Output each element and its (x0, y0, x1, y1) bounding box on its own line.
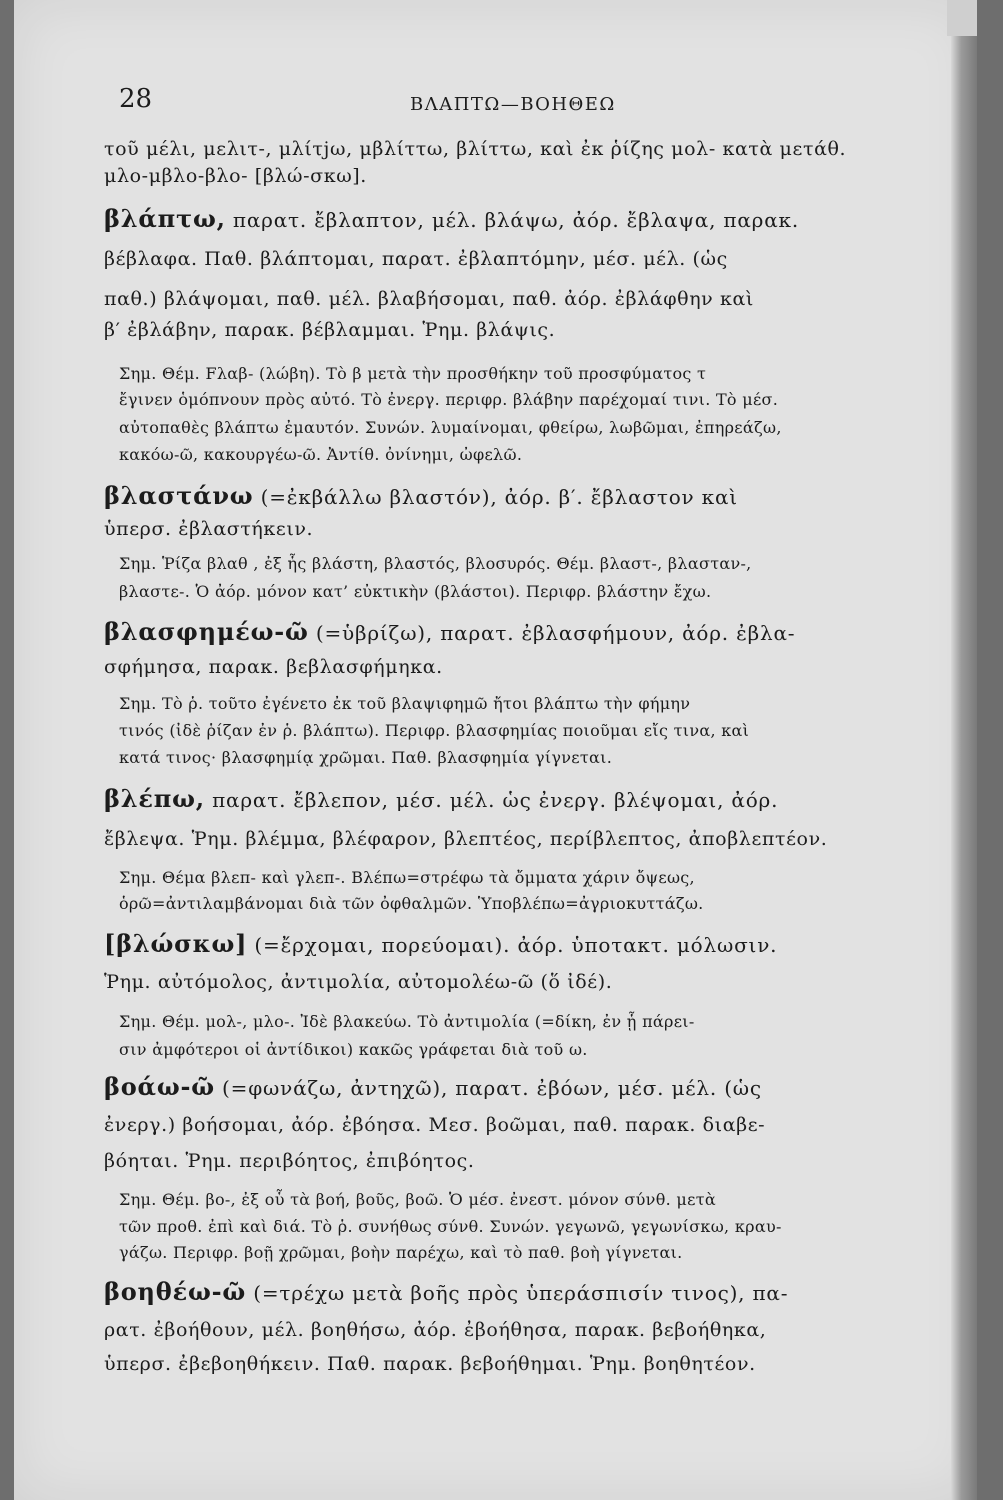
entry-text: (=ἐκβάλλω βλαστόν), ἀόρ. β′. ἔβλαστον καὶ (253, 485, 738, 509)
entry-headword: βλασφημέω-ῶ (104, 618, 309, 646)
entry-text: παρατ. ἔβλαπτον, μέλ. βλάψω, ἀόρ. ἔβλαψα, παρακ. (225, 208, 799, 232)
entry-text: παρατ. ἔβλεπον, μέσ. μέλ. ὡς ἐνεργ. βλέψομαι, ἀόρ. (204, 788, 779, 812)
body-line: μλο-μβλο-βλο- [βλώ-σκω]. (104, 165, 367, 187)
body-line: ἐνεργ.) βοήσομαι, ἀόρ. ἐβόησα. Μεσ. βοῶμαι, παθ. παρακ. διαβε- (104, 1114, 766, 1136)
body-line: ὑπερσ. ἐβεβοηθήκειν. Παθ. παρακ. βεβοήθημαι. Ῥημ. βοηθητέον. (104, 1353, 756, 1375)
note-line: κατά τινος· βλασφημίᾳ χρῶμαι. Παθ. βλασφημία γίγνεται. (119, 748, 613, 767)
entry-line (104, 482, 894, 511)
note-line: βλαστε-. Ὁ ἀόρ. μόνον κατ’ εὐκτικὴν (βλάστοι). Περιφρ. βλάστην ἔχω. (119, 582, 712, 601)
note-line: ἔγινεν ὁμόπνουν πρὸς αὐτό. Τὸ ἐνεργ. περιφρ. βλάβην παρέχομαί τινι. Τὸ μέσ. (119, 390, 779, 409)
entry-headword: βλαστάνω (104, 482, 254, 510)
page-edge-shadow (951, 0, 977, 1500)
note-line: κακόω-ῶ, κακουργέω-ῶ. Ἀντίθ. ὀνίνημι, ὠφελῶ. (119, 445, 523, 464)
page-corner (947, 0, 977, 36)
entry-text: (=ἔρχομαι, πορεύομαι). ἀόρ. ὑποτακτ. μόλωσιν. (247, 933, 778, 957)
body-line: παθ.) βλάψομαι, παθ. μέλ. βλαβήσομαι, παθ. ἀόρ. ἐβλάφθην καὶ (104, 288, 754, 310)
entry-line (104, 1073, 894, 1102)
body-line: ἔβλεψα. Ῥημ. βλέμμα, βλέφαρον, βλεπτέος, περίβλεπτος, ἀποβλεπτέον. (104, 828, 828, 850)
note-line: αὐτοπαθὲς βλάπτω ἐμαυτόν. Συνών. λυμαίνομαι, φθείρω, λωβῶμαι, ἐπηρεάζω, (119, 418, 782, 437)
note-line: Σημ. Θέμ. Fλαβ- (λώβη). Τὸ β μετὰ τὴν προσθήκην τοῦ προσφύματος τ (119, 364, 707, 383)
note-line: Σημ. Τὸ ῥ. τοῦτο ἐγένετο ἐκ τοῦ βλαψιφημῶ ἤτοι βλάπτω τὴν φήμην (119, 694, 691, 713)
note-line: γάζω. Περιφρ. βοῇ χρῶμαι, βοὴν παρέχω, καὶ τὸ παθ. βοὴ γίγνεται. (119, 1243, 683, 1262)
body-line: Ῥημ. αὐτόμολος, ἀντιμολία, αὐτομολέω-ῶ (ὅ ἰδέ). (104, 971, 613, 993)
book-page (14, 0, 977, 1500)
body-line: ὑπερσ. ἐβλαστήκειν. (104, 518, 314, 540)
note-line: ὁρῶ=ἀντιλαμβάνομαι διὰ τῶν ὀφθαλμῶν. Ὑποβλέπω=ἀγριοκυττάζω. (119, 894, 704, 913)
entry-text: (=ὑβρίζω), παρατ. ἐβλασφήμουν, ἀόρ. ἐβλα- (308, 621, 796, 645)
note-line: Σημ. Θέμ. βο-, ἐξ οὗ τὰ βοή, βοῦς, βοῶ. Ὁ μέσ. ἐνεστ. μόνον σύνθ. μετὰ (119, 1190, 716, 1209)
note-line: Σημ. Θέμα βλεπ- καὶ γλεπ-. Βλέπω=στρέφω τὰ ὄμματα χάριν ὄψεως, (119, 868, 695, 887)
entry-line (104, 930, 894, 959)
body-line: τοῦ μέλι, μελιτ-, μλίτjω, μβλίττω, βλίττω, καὶ ἐκ ῥίζης μολ- κατὰ μετάθ. (104, 138, 847, 160)
entry-line (104, 205, 894, 234)
note-line: σιν ἀμφότεροι οἱ ἀντίδικοι) κακῶς γράφεται διὰ τοῦ ω. (119, 1040, 588, 1059)
entry-line (104, 1278, 894, 1307)
entry-line (104, 618, 894, 647)
running-head: ΒΛΑΠΤΩ—ΒΟΗΘΕΩ (410, 94, 616, 115)
note-line: Σημ. Θέμ. μολ-, μλο-. Ἰδὲ βλακεύω. Τὸ ἀντιμολία (=δίκη, ἐν ᾗ πάρει- (119, 1012, 695, 1031)
entry-headword: βλάπτω, (104, 205, 226, 233)
body-line: βόηται. Ῥημ. περιβόητος, ἐπιβόητος. (104, 1150, 475, 1172)
entry-headword: [βλώσκω] (104, 930, 248, 958)
body-line: βέβλαφα. Παθ. βλάπτομαι, παρατ. ἐβλαπτόμην, μέσ. μέλ. (ὡς (104, 248, 728, 270)
page-number: 28 (119, 84, 153, 114)
body-line: β′ ἐβλάβην, παρακ. βέβλαμμαι. Ῥημ. βλάψις. (104, 319, 556, 341)
note-line: τῶν προθ. ἐπὶ καὶ διά. Τὸ ῥ. συνήθως σύνθ. Συνών. γεγωνῶ, γεγωνίσκω, κραυ- (119, 1217, 782, 1236)
entry-headword: βοάω-ῶ (104, 1073, 215, 1101)
entry-headword: βοηθέω-ῶ (104, 1278, 247, 1306)
note-line: Σημ. Ῥίζα βλαθ , ἐξ ἧς βλάστη, βλαστός, βλοσυρός. Θέμ. βλαστ-, βλασταν-, (119, 554, 752, 573)
body-line: σφήμησα, παρακ. βεβλασφήμηκα. (104, 656, 443, 678)
body-line: ρατ. ἐβοήθουν, μέλ. βοηθήσω, ἀόρ. ἐβοήθησα, παρακ. βεβοήθηκα, (104, 1319, 767, 1341)
entry-text: (=φωνάζω, ἀντηχῶ), παρατ. ἐβόων, μέσ. μέλ. (ὡς (214, 1076, 762, 1100)
note-line: τινός (ἰδὲ ῥίζαν ἐν ῥ. βλάπτω). Περιφρ. βλασφημίας ποιοῦμαι εἴς τινα, καὶ (119, 721, 750, 740)
entry-line (104, 785, 894, 814)
entry-headword: βλέπω, (104, 785, 205, 813)
entry-text: (=τρέχω μετὰ βοῆς πρὸς ὑπεράσπισίν τινος), πα- (246, 1281, 789, 1305)
